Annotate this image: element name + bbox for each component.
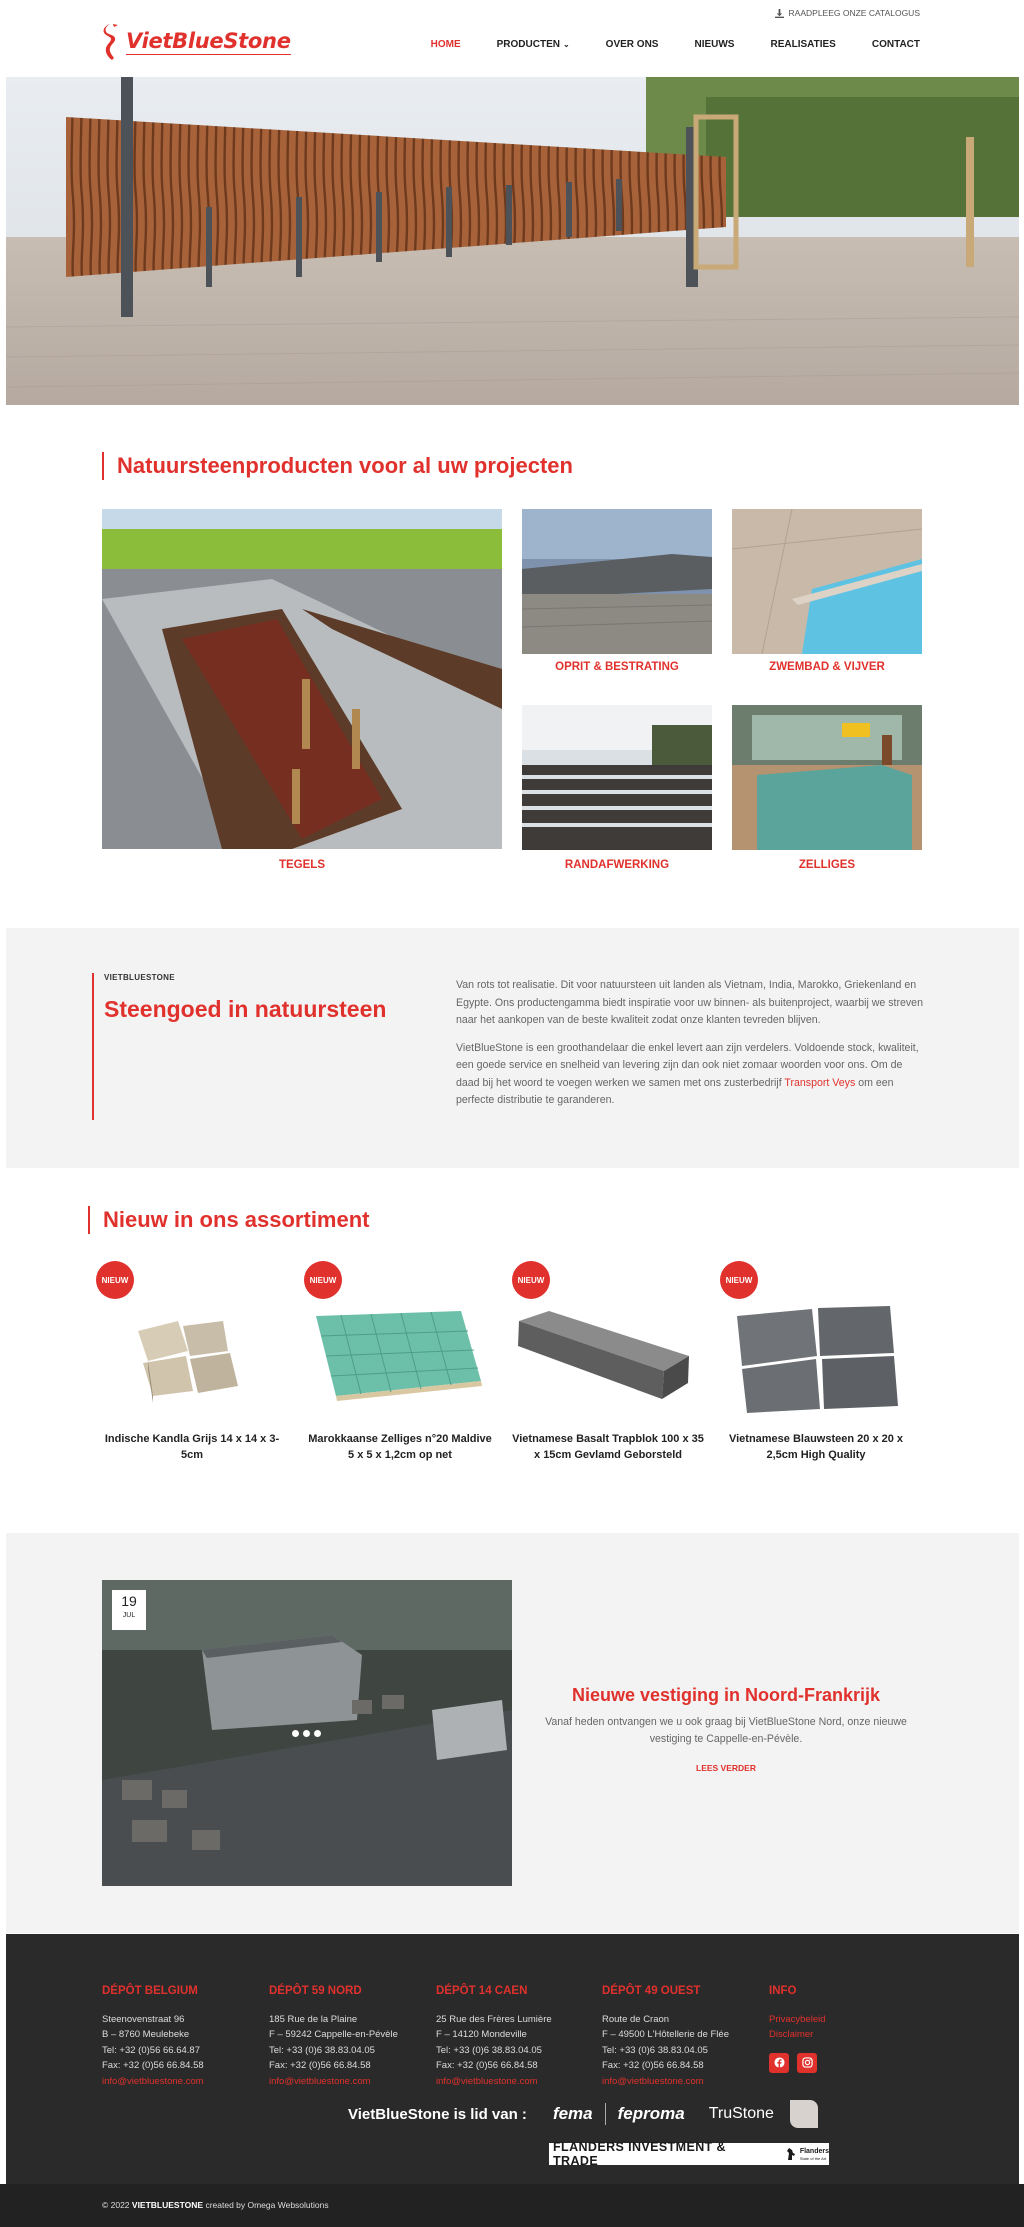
logo-map-icon xyxy=(102,22,124,62)
product-image xyxy=(296,1261,504,1431)
product-image xyxy=(88,1261,296,1431)
tile-zelliges-label[interactable]: ZELLIGES xyxy=(798,859,856,871)
footer-line: Steenovenstraat 96 xyxy=(102,2013,185,2025)
heading-accent-bar xyxy=(88,1206,90,1234)
bottom-bar xyxy=(0,2184,1024,2227)
nav-home[interactable] xyxy=(431,39,461,50)
footer-col-title: DÉPÔT 49 OUEST xyxy=(602,1985,701,1997)
footer-email-link[interactable]: info@vietbluestone.com xyxy=(102,2075,204,2087)
catalog-link[interactable] xyxy=(775,8,920,18)
trustone-logo-mark xyxy=(790,2100,818,2128)
disclaimer-link[interactable]: Disclaimer xyxy=(769,2029,814,2040)
flanders-logo xyxy=(785,2147,829,2161)
carousel-dots[interactable] xyxy=(292,1730,321,1737)
membership-row xyxy=(348,2100,818,2128)
read-more-link[interactable]: LEES VERDER xyxy=(696,1763,756,1773)
footer-line: F – 59242 Cappelle-en-Pévèle xyxy=(269,2029,398,2040)
product-title[interactable]: Marokkaanse Zelliges n°20 Maldive 5 x 5 x 1,2cm op net xyxy=(308,1433,492,1461)
new-products-grid xyxy=(88,1261,938,1463)
flanders-lion-icon xyxy=(785,2147,797,2161)
about-title: Steengoed in natuursteen xyxy=(104,996,387,1022)
product-title[interactable]: Vietnamese Basalt Trapblok 100 x 35 x 15cm Gevlamd Geborsteld xyxy=(512,1433,704,1461)
nav-nieuws-label: NIEUWS xyxy=(694,39,735,50)
products-heading xyxy=(102,452,922,480)
tile-zelliges[interactable] xyxy=(732,705,922,850)
copyright-prefix: © 2022 xyxy=(102,2200,132,2210)
footer-col-title: DÉPÔT 14 CAEN xyxy=(436,1985,528,1997)
news-date-month: JUL xyxy=(122,1612,136,1619)
tile-tegels[interactable] xyxy=(102,509,502,849)
news-title[interactable]: Nieuwe vestiging in Noord-Frankrijk xyxy=(571,1685,881,1705)
product-title[interactable]: Indische Kandla Grijs 14 x 14 x 3-5cm xyxy=(104,1433,280,1461)
footer-email-link[interactable]: info@vietbluestone.com xyxy=(269,2075,371,2087)
nav-home-label: HOME xyxy=(430,39,461,50)
about-heading xyxy=(92,973,392,1120)
new-products-section xyxy=(88,1206,938,1461)
footer-line: B – 8760 Meulebeke xyxy=(102,2029,190,2040)
nav-nieuws[interactable] xyxy=(694,39,734,50)
footer-col-caen xyxy=(436,1984,596,2089)
tile-randafwerking[interactable] xyxy=(522,705,712,850)
social-links xyxy=(769,2053,889,2073)
footer-line: Tel: +33 (0)6 38.83.04.05 xyxy=(436,2044,542,2056)
news-text xyxy=(526,1685,926,1773)
hero-image xyxy=(6,77,1019,405)
tile-randafwerking-label[interactable]: RANDAFWERKING xyxy=(564,859,670,871)
fit-text: FLANDERS INVESTMENT & TRADE xyxy=(553,2140,726,2168)
logo[interactable] xyxy=(102,22,291,62)
footer-col-info xyxy=(769,1984,889,2073)
carousel-dot[interactable] xyxy=(292,1730,299,1737)
footer-line: Tel: +33 (0)6 38.83.04.05 xyxy=(602,2044,708,2056)
flanders-logo-text: Flanders xyxy=(799,2147,829,2155)
product-category-grid xyxy=(102,509,922,879)
news-section xyxy=(6,1533,1019,1933)
header xyxy=(0,0,1024,76)
carousel-dot[interactable] xyxy=(314,1730,321,1737)
nav-realisaties-label: REALISATIES xyxy=(770,39,836,50)
new-badge: NIEUW xyxy=(304,1261,342,1299)
footer-email-link[interactable]: info@vietbluestone.com xyxy=(436,2075,538,2087)
new-badge: NIEUW xyxy=(512,1261,550,1299)
about-text xyxy=(456,977,926,1110)
footer-line: Fax: +32 (0)56 66.84.58 xyxy=(269,2060,371,2071)
nav-contact-label: CONTACT xyxy=(871,39,920,50)
flanders-logo-sub: State of the Art xyxy=(799,2155,827,2161)
product-image xyxy=(712,1261,920,1431)
nav-producten-label: PRODUCTEN xyxy=(496,39,560,50)
footer-col-title: INFO xyxy=(769,1985,797,1997)
footer-col-title: DÉPÔT BELGIUM xyxy=(102,1985,198,1997)
footer-line: Route de Craon xyxy=(602,2013,670,2025)
fema-logo[interactable]: fema xyxy=(552,2104,593,2123)
copyright-suffix[interactable]: created by Omega Websolutions xyxy=(203,2200,329,2210)
nav-over-ons[interactable] xyxy=(606,39,659,50)
footer-col-nord xyxy=(269,1984,429,2089)
main-nav xyxy=(395,39,920,50)
facebook-icon[interactable] xyxy=(769,2053,789,2073)
footer-line: Tel: +32 (0)56 66.64.87 xyxy=(102,2044,200,2056)
news-date-day: 19 xyxy=(121,1593,137,1609)
footer-line: Fax: +32 (0)56 66.84.58 xyxy=(602,2060,704,2071)
trustone-logo[interactable]: TruStone xyxy=(708,2105,774,2122)
flanders-investment-trade-logo[interactable] xyxy=(549,2140,829,2168)
nav-over-ons-label: OVER ONS xyxy=(605,39,659,50)
footer-line: 185 Rue de la Plaine xyxy=(269,2013,358,2025)
footer-line: Fax: +32 (0)56 66.84.58 xyxy=(102,2060,204,2071)
nav-contact[interactable] xyxy=(872,39,920,50)
product-card[interactable] xyxy=(712,1261,920,1463)
product-title[interactable]: Vietnamese Blauwsteen 20 x 20 x 2,5cm High Quality xyxy=(728,1433,904,1461)
carousel-dot[interactable] xyxy=(303,1730,310,1737)
tile-tegels-label-text[interactable]: TEGELS xyxy=(278,859,325,871)
footer-col-belgium xyxy=(102,1984,262,2089)
download-icon xyxy=(775,9,784,18)
about-p2-text-end: om een perfecte distributie te garanderen. xyxy=(456,1076,894,1106)
chevron-down-icon: ⌄ xyxy=(562,40,570,49)
product-card[interactable] xyxy=(296,1261,504,1463)
footer-col-title: DÉPÔT 59 NORD xyxy=(269,1985,362,1997)
tile-oprit-label[interactable]: OPRIT & BESTRATING xyxy=(555,661,679,673)
products-title: Natuursteenproducten voor al uw projecten xyxy=(117,453,573,478)
about-kicker: VIETBLUESTONE xyxy=(104,973,175,982)
nav-realisaties[interactable] xyxy=(770,39,835,50)
footer-line: F – 14120 Mondeville xyxy=(436,2029,527,2040)
product-image xyxy=(504,1261,712,1431)
instagram-icon[interactable] xyxy=(797,2053,817,2073)
new-badge: NIEUW xyxy=(96,1261,134,1299)
about-paragraph-1: Van rots tot realisatie. Dit voor natuursteen uit landen als Vietnam, India, Marokko, Griekenland en Egypte. Ons productengamma biedt inspiratie voor uw binnen- als buitenproject, waarbij we streven naar het aankopen van de beste kwaliteit zodat onze klanten tevreden blijven. xyxy=(456,979,923,1026)
tile-zwembad[interactable] xyxy=(732,509,922,654)
privacy-link[interactable]: Privacybeleid xyxy=(769,2013,826,2025)
footer-line: F – 49500 L'Hôtellerie de Flée xyxy=(602,2029,729,2040)
new-badge: NIEUW xyxy=(720,1261,758,1299)
tile-oprit[interactable] xyxy=(522,509,712,654)
news-date xyxy=(112,1590,146,1630)
footer-line: Tel: +33 (0)6 38.83.04.05 xyxy=(269,2044,375,2056)
about-paragraph-2 xyxy=(456,1040,926,1110)
footer-col-ouest xyxy=(602,1984,762,2089)
product-card[interactable] xyxy=(88,1261,296,1463)
footer xyxy=(6,1934,1019,2184)
news-image[interactable] xyxy=(102,1580,512,1886)
transport-veys-link[interactable]: Transport Veys xyxy=(784,1076,856,1089)
footer-email-link[interactable]: info@vietbluestone.com xyxy=(602,2075,704,2087)
news-body: Vanaf heden ontvangen we u ook graag bij VietBlueStone Nord, onze nieuwe vestiging te Cappelle-en-Pévèle. xyxy=(545,1716,907,1745)
new-products-heading xyxy=(88,1206,938,1234)
heading-accent-bar xyxy=(102,452,104,480)
member-label: VietBlueStone is lid van : xyxy=(348,2105,527,2123)
logo-text: VietBlueStone xyxy=(126,29,291,53)
copyright-company: VIETBLUESTONE xyxy=(131,2200,204,2210)
about-section xyxy=(6,928,1019,1168)
products-section xyxy=(102,452,922,871)
catalog-label: RAADPLEEG ONZE CATALOGUS xyxy=(788,8,920,18)
product-card[interactable] xyxy=(504,1261,712,1463)
nav-producten[interactable] xyxy=(497,39,570,50)
feproma-logo[interactable]: feproma xyxy=(617,2104,685,2123)
about-p2-text: VietBlueStone is een groothandelaar die enkel levert aan zijn verdelers. Voldoende stock, kwaliteit, een goede service en snelheid van levering zijn dan ook niet zomaar woorden voor ons. Om de daad bij het woord te voegen werken we samen met ons zusterbedrijf xyxy=(456,1041,919,1089)
tile-zwembad-label[interactable]: ZWEMBAD & VIJVER xyxy=(769,661,885,673)
copyright xyxy=(102,2200,329,2210)
footer-line: 25 Rue des Frères Lumière xyxy=(436,2013,552,2025)
footer-line: Fax: +32 (0)56 66.84.58 xyxy=(436,2060,538,2071)
new-products-title: Nieuw in ons assortiment xyxy=(103,1207,370,1232)
